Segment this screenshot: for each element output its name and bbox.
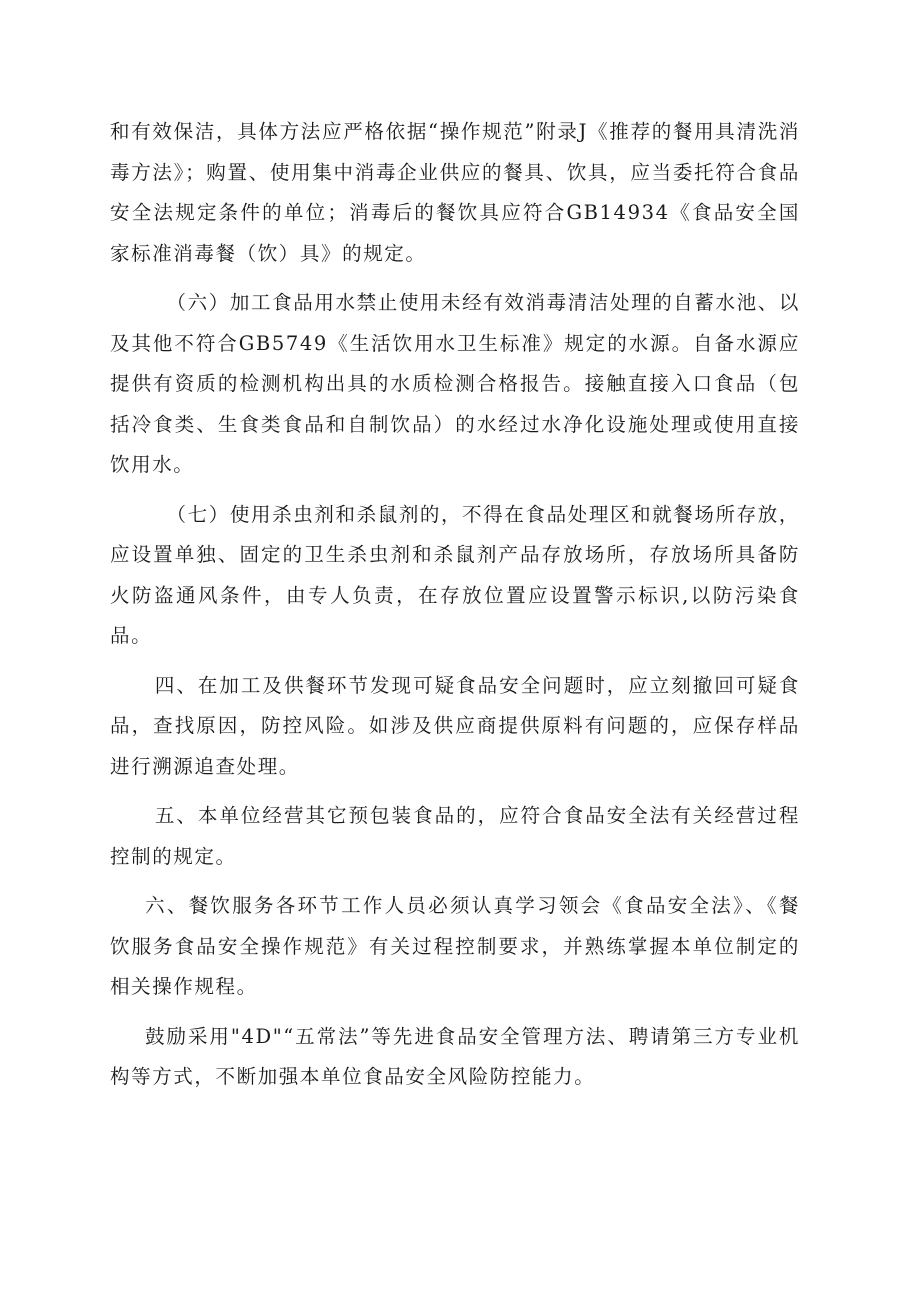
paragraph-management-methods: 鼓励采用"4D"“五常法”等先进食品安全管理方法、聘请第三方专业机构等方式，不断加强本单位食品安全风险防控能力。 — [110, 1024, 800, 1088]
paragraph-water-use: （六）加工食品用水禁止使用未经有效消毒清洁处理的自蓄水池、以及其他不符合GB5749《生活饮用水卫生标准》规定的水源。自备水源应提供有资质的检测机构出具的水质检测合格报告。接触直接入口食品（包括冷食类、生食类食品和自制饮品）的水经过水净化设施处理或使用直接饮用水。 — [110, 291, 800, 476]
paragraph-prepackaged-food: 五、本单位经营其它预包装食品的，应符合食品安全法有关经营过程控制的规定。 — [110, 804, 800, 868]
paragraph-food-safety-issue: 四、在加工及供餐环节发现可疑食品安全问题时，应立刻撤回可疑食品，查找原因，防控风险。如涉及供应商提供原料有问题的，应保存样品进行溯源追查处理。 — [110, 673, 800, 778]
paragraph-staff-training: 六、餐饮服务各环节工作人员必须认真学习领会《食品安全法》、《餐饮服务食品安全操作规范》有关过程控制要求，并熟练掌握本单位制定的相关操作规程。 — [110, 894, 800, 998]
paragraph-tableware-cleaning: 和有效保洁，具体方法应严格依据“操作规范”附录J《推荐的餐用具清洗消毒方法》；购置、使用集中消毒企业供应的餐具、饮具，应当委托符合食品安全法规定条件的单位；消毒后的餐饮具应符合GB14934《食品安全国家标准消毒餐（饮）具》的规定。 — [110, 120, 800, 265]
document-body — [110, 112, 800, 1107]
paragraph-pesticide-storage: （七）使用杀虫剂和杀鼠剂的，不得在食品处理区和就餐场所存放，应设置单独、固定的卫生杀虫剂和杀鼠剂产品存放场所，存放场所具备防火防盗通风条件，由专人负责，在存放位置应设置警示标识,以防污染食品。 — [110, 502, 800, 647]
